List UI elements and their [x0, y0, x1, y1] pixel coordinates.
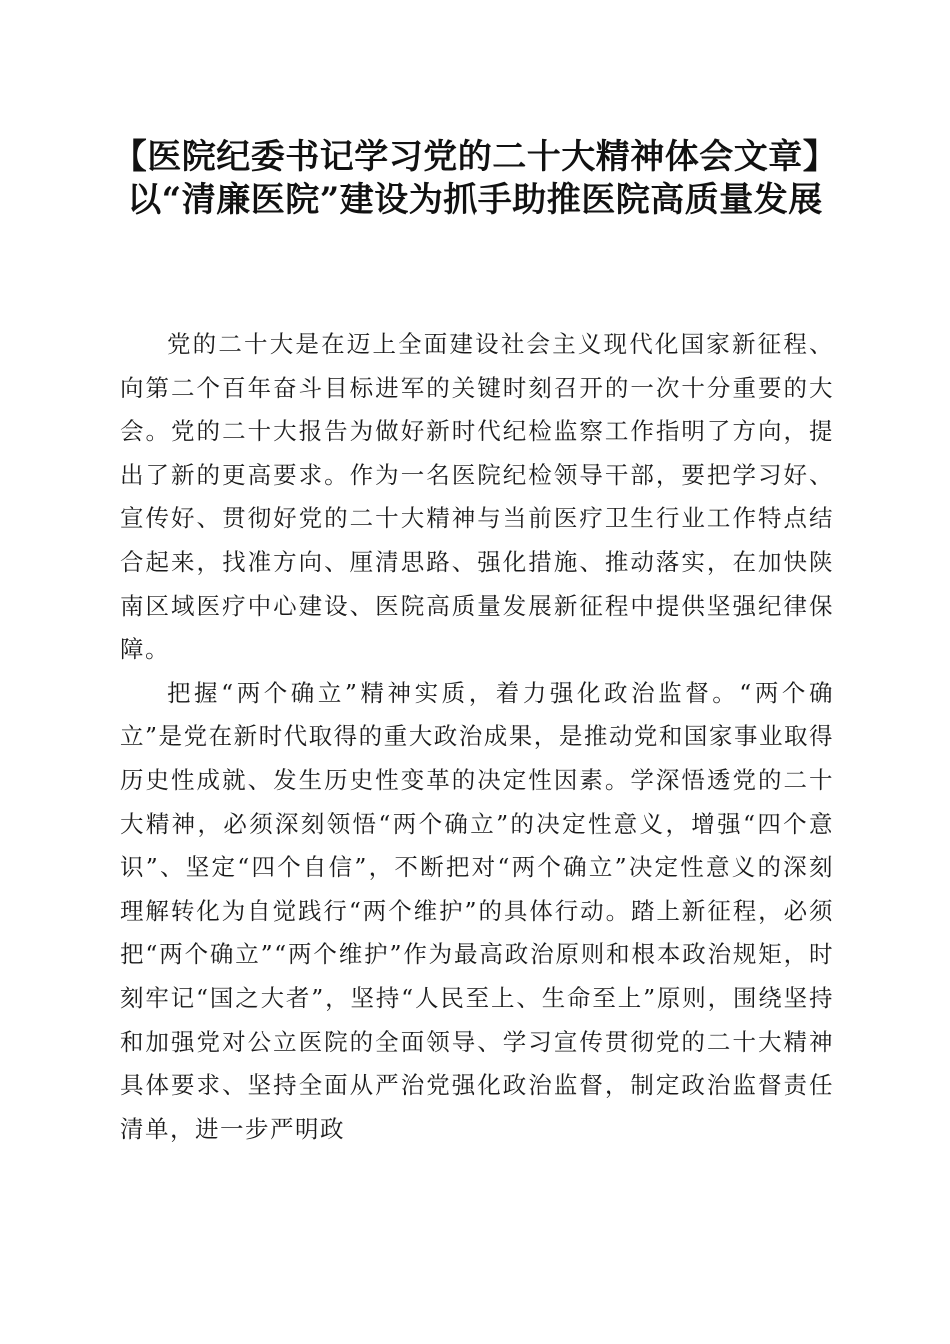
- paragraph-2: 把握“两个确立”精神实质，着力强化政治监督。“两个确立”是党在新时代取得的重大政治成果，是推动党和国家事业取得历史性成就、发生历史性变革的决定性因素。学深悟透党的二十大精神，必须深刻领悟“两个确立”的决定性意义，增强“四个意识”、坚定“四个自信”，不断把对“两个确立”决定性意义的深刻理解转化为自觉践行“两个维护”的具体行动。踏上新征程，必须把“两个确立”“两个维护”作为最高政治原则和根本政治规矩，时刻牢记“国之大者”，坚持“人民至上、生命至上”原则，围绕坚持和加强党对公立医院的全面领导、学习宣传贯彻党的二十大精神具体要求、坚持全面从严治党强化政治监督，制定政治监督责任清单，进一步严明政: [120, 678, 834, 1143]
- document-body: [120, 323, 834, 1151]
- document-title: 【医院纪委书记学习党的二十大精神体会文章】以“清廉医院”建设为抓手助推医院高质量发展: [112, 137, 838, 220]
- paragraph-1: 党的二十大是在迈上全面建设社会主义现代化国家新征程、向第二个百年奋斗目标进军的关键时刻召开的一次十分重要的大会。党的二十大报告为做好新时代纪检监察工作指明了方向，提出了新的更高要求。作为一名医院纪检领导干部，要把学习好、宣传好、贯彻好党的二十大精神与当前医疗卫生行业工作特点结合起来，找准方向、厘清思路、强化措施、推动落实，在加快陕南区域医疗中心建设、医院高质量发展新征程中提供坚强纪律保障。: [120, 330, 834, 664]
